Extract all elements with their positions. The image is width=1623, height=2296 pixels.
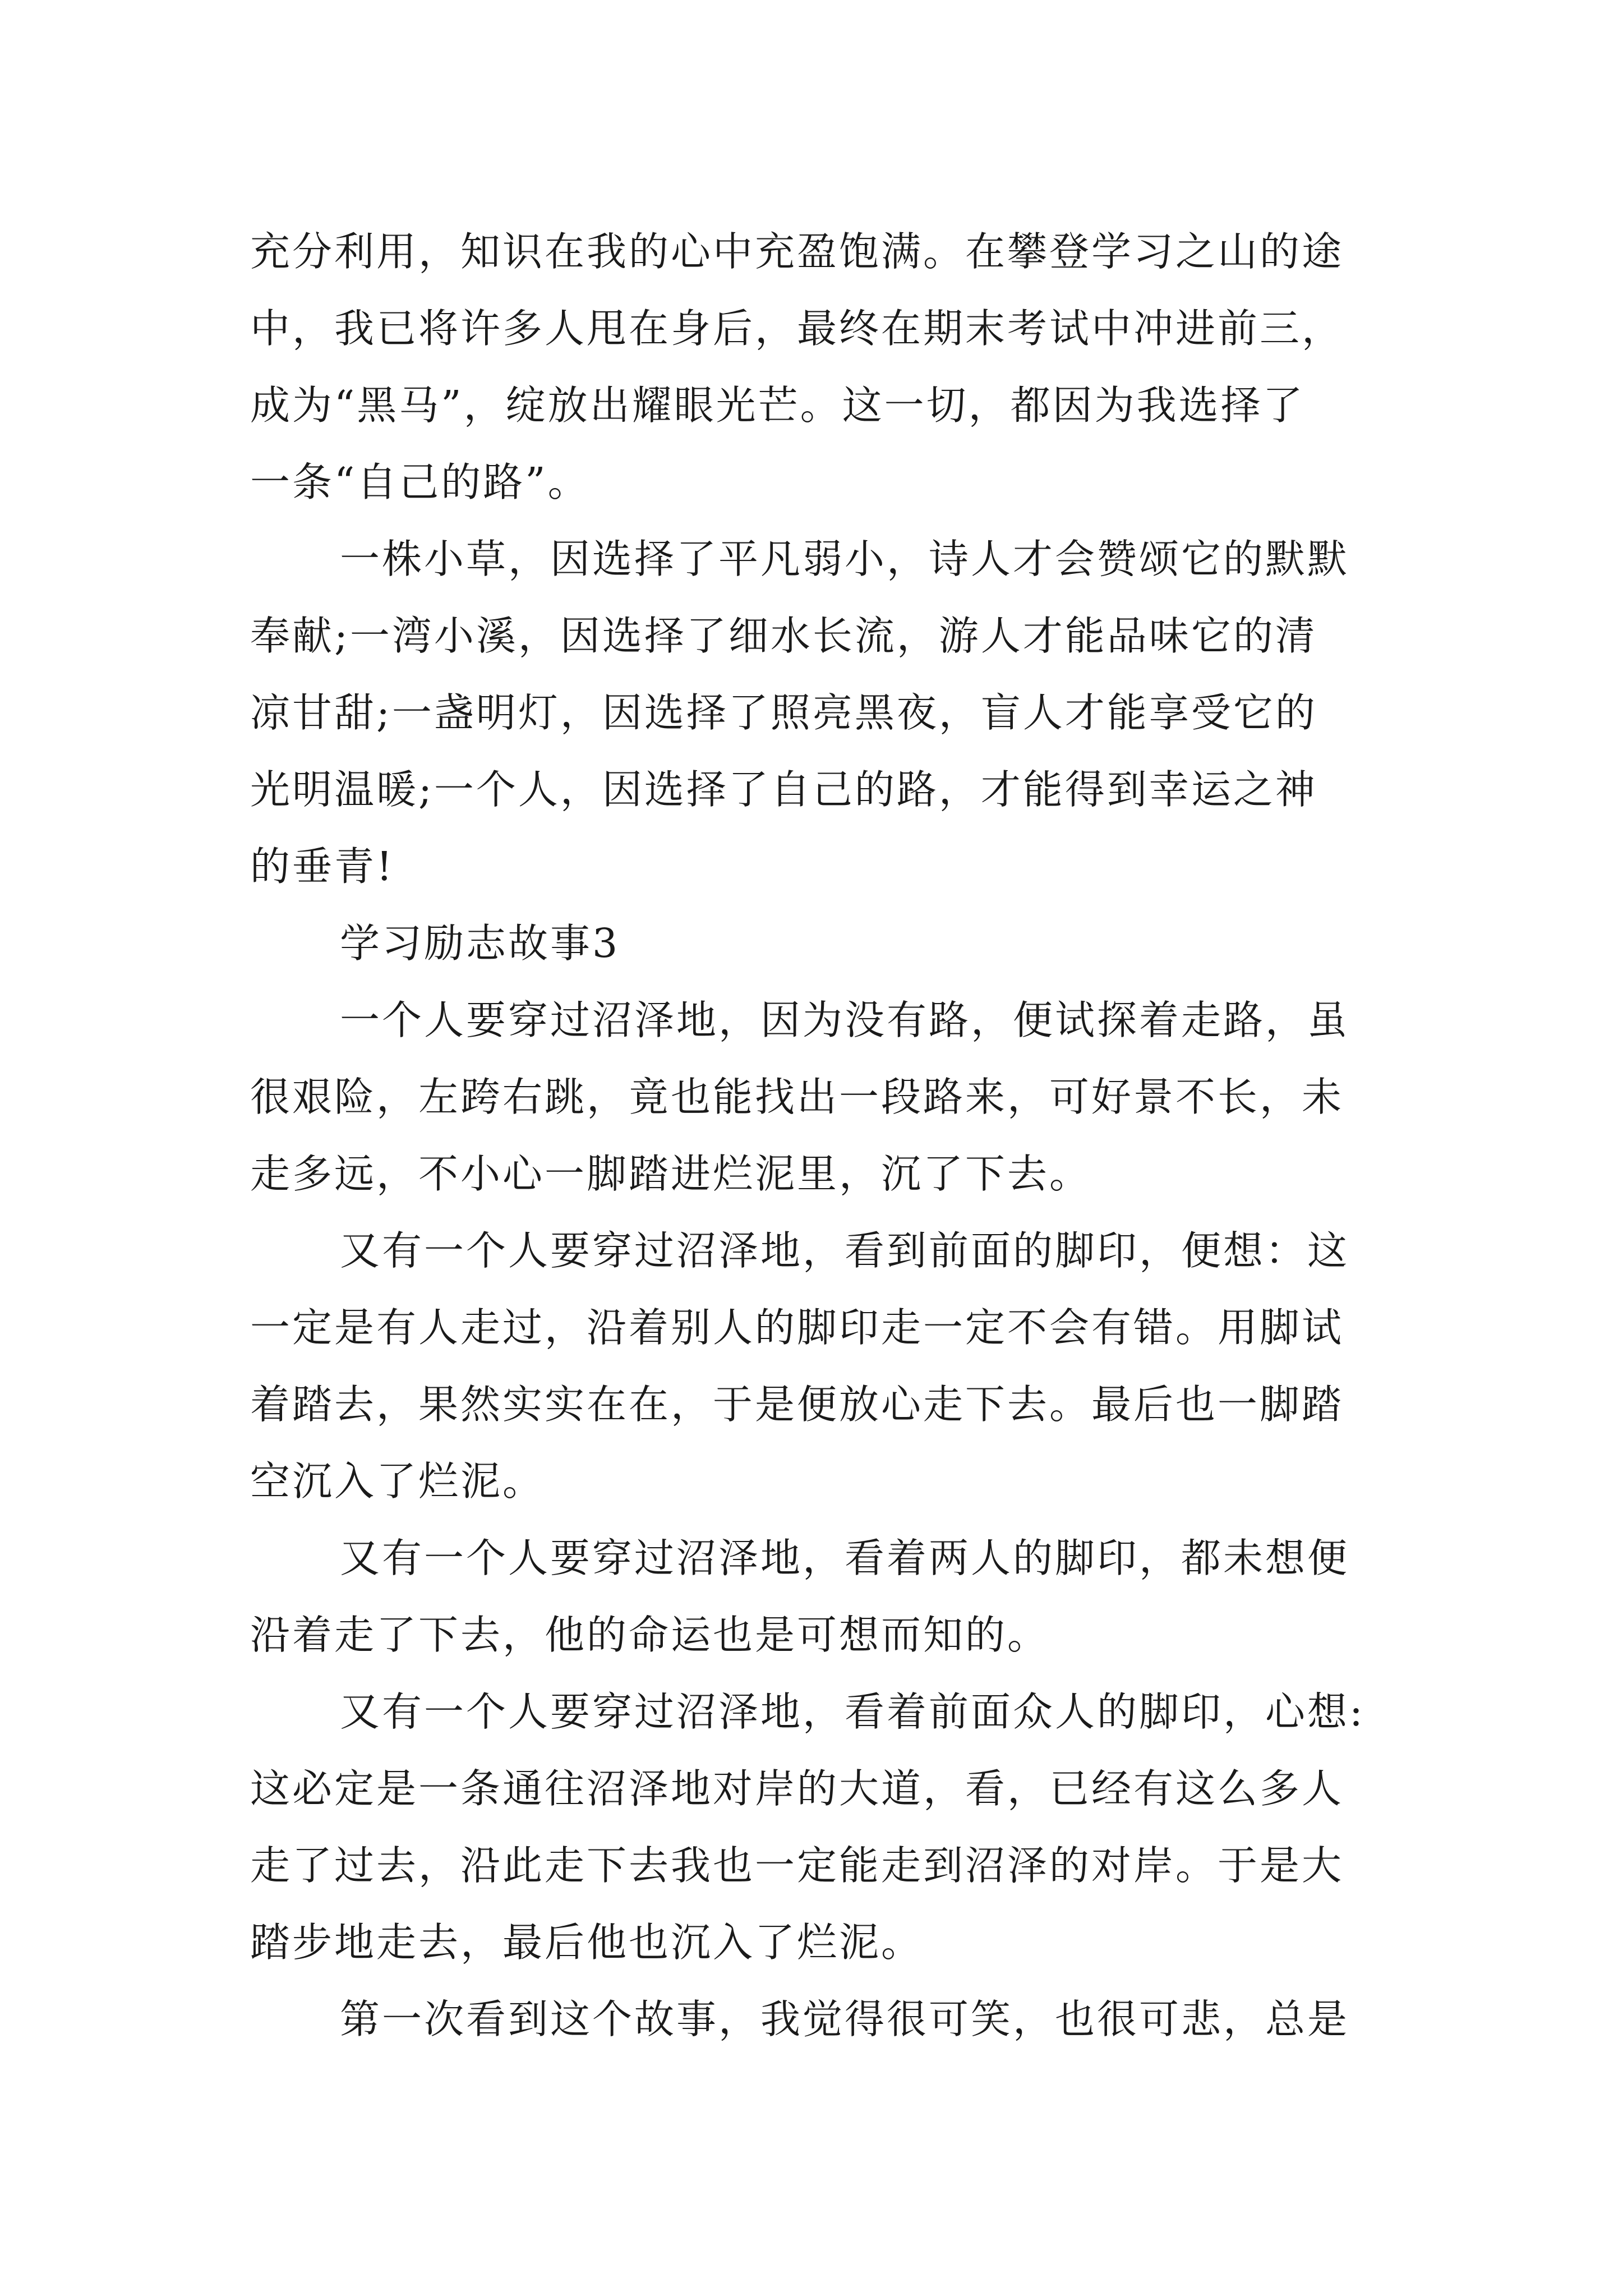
text-line: 走了过去，沿此走下去我也一定能走到沼泽的对岸。于是大: [250, 1842, 1344, 1889]
text-line: 充分利用，知识在我的心中充盈饱满。在攀登学习之山的途: [250, 228, 1344, 275]
text-line: 凉甘甜;一盏明灯，因选择了照亮黑夜，盲人才能享受它的: [250, 689, 1317, 736]
text-line: 很艰险，左跨右跳，竟也能找出一段路来，可好景不长，未: [250, 1074, 1344, 1120]
text-line: 光明温暖;一个人，因选择了自己的路，才能得到幸运之神: [250, 766, 1317, 813]
text-line: 奉献;一湾小溪，因选择了细水长流，游人才能品味它的清: [250, 613, 1317, 659]
text-line: 一株小草，因选择了平凡弱小，诗人才会赞颂它的默默: [340, 536, 1350, 582]
text-line: 又有一个人要穿过沼泽地，看着两人的脚印，都未想便: [340, 1535, 1350, 1581]
text-line: 着踏去，果然实实在在，于是便放心走下去。最后也一脚踏: [250, 1381, 1344, 1428]
text-line: 这必定是一条通往沼泽地对岸的大道，看，已经有这么多人: [250, 1765, 1344, 1812]
text-line: 一条“自己的路”。: [250, 459, 590, 505]
text-line: 的垂青!: [250, 843, 395, 890]
section-heading: 学习励志故事3: [340, 920, 620, 967]
text-line: 踏步地走去，最后他也沉入了烂泥。: [250, 1919, 924, 1966]
text-line: 一个人要穿过沼泽地，因为没有路，便试探着走路，虽: [340, 997, 1350, 1043]
text-line: 又有一个人要穿过沼泽地，看到前面的脚印，便想：这: [340, 1227, 1350, 1274]
text-line: 中，我已将许多人甩在身后，最终在期末考试中冲进前三，: [250, 305, 1344, 352]
document-body: [250, 213, 1394, 2058]
text-line: 又有一个人要穿过沼泽地，看着前面众人的脚印，心想:: [340, 1688, 1365, 1735]
text-line: 沿着走了下去，他的命运也是可想而知的。: [250, 1612, 1050, 1658]
text-line: 走多远，不小心一脚踏进烂泥里，沉了下去。: [250, 1151, 1092, 1197]
text-line: 成为“黑马”，绽放出耀眼光芒。这一切，都因为我选择了: [250, 382, 1305, 429]
text-line: 空沉入了烂泥。: [250, 1458, 545, 1504]
text-line: 一定是有人走过，沿着别人的脚印走一定不会有错。用脚试: [250, 1304, 1344, 1351]
text-line: 第一次看到这个故事，我觉得很可笑，也很可悲，总是: [340, 1996, 1350, 2042]
